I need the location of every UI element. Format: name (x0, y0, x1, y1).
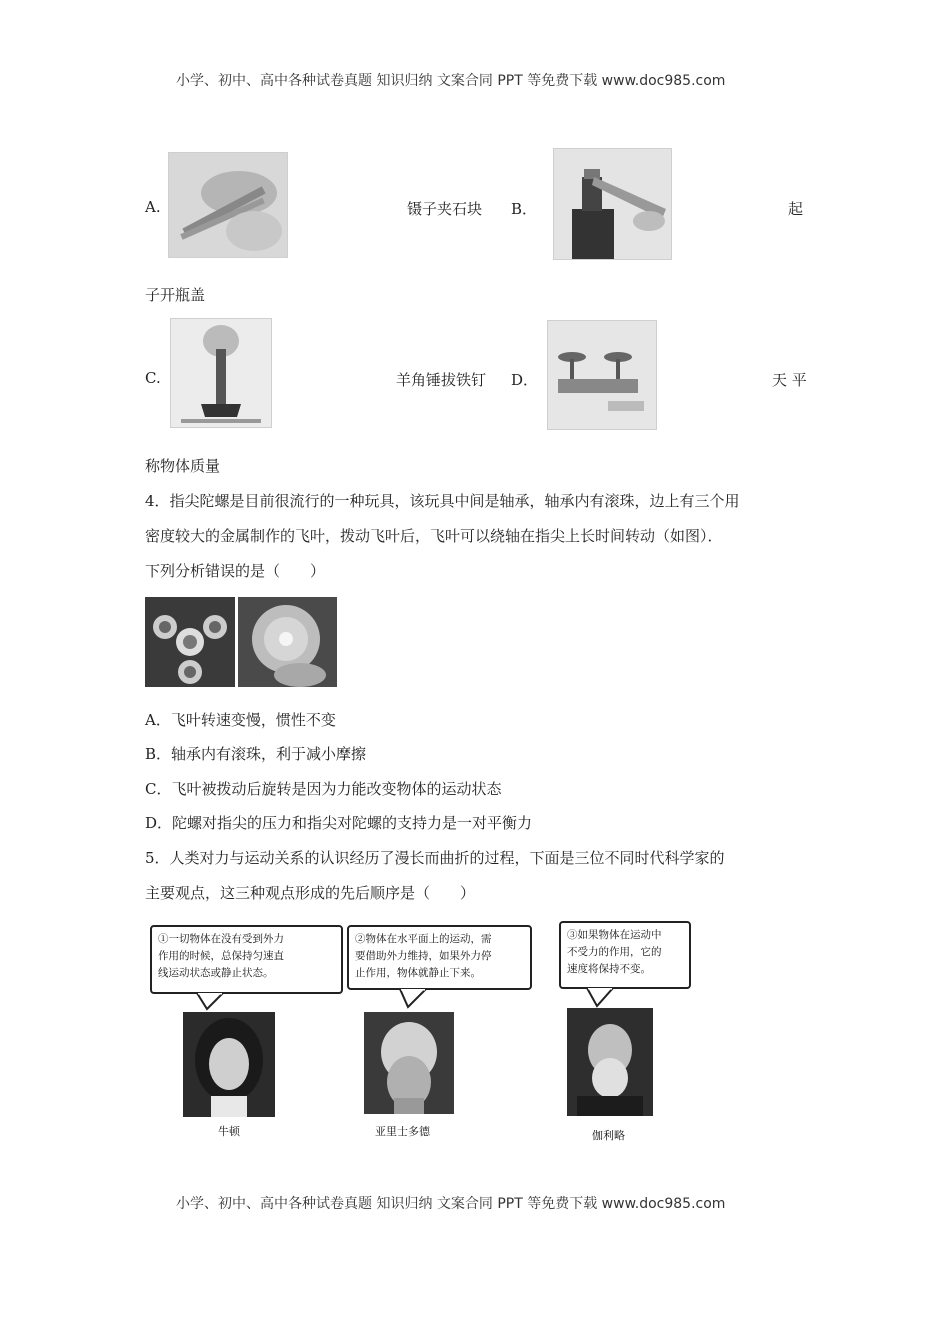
option-d-letter: D． (511, 371, 539, 389)
claw-hammer-photo (170, 318, 272, 428)
option-b-label-wrap: 子开瓶盖 (145, 286, 206, 304)
q4-stem-line-1: 4．指尖陀螺是目前很流行的一种玩具，该玩具中间是轴承，轴承内有滚珠，边上有三个用 (145, 492, 740, 510)
newton-portrait (183, 1012, 275, 1117)
newton-quote-3: 线运动状态或静止状态。 (158, 967, 274, 979)
aristotle-bubble-tail (398, 989, 428, 1009)
q4-option-b: B．轴承内有滚珠，利于减小摩擦 (145, 745, 367, 763)
galileo-speech-bubble (559, 921, 691, 989)
aristotle-portrait (364, 1012, 454, 1114)
galileo-bubble-tail (585, 988, 615, 1008)
aristotle-quote-2: 要借助外力维持，如果外力停 (355, 950, 492, 962)
aristotle-portrait-image (364, 1012, 454, 1114)
galileo-quote-1: ③如果物体在运动中 (567, 929, 662, 941)
aristotle-name: 亚里士多德 (375, 1125, 430, 1138)
option-a-letter: A. (145, 198, 161, 216)
tweezers-image (169, 153, 287, 257)
q4-stem-line-2: 密度较大的金属制作的飞叶，拨动飞叶后，飞叶可以绕轴在指尖上长时间转动（如图）． (145, 527, 723, 545)
newton-bubble-tail (195, 993, 225, 1011)
bottle-opener-photo (553, 148, 672, 260)
q5-stem-line-1: 5．人类对力与运动关系的认识经历了漫长而曲折的过程，下面是三位不同时代科学家的 (145, 849, 725, 867)
aristotle-quote-1: ②物体在水平面上的运动，需 (355, 933, 492, 945)
newton-portrait-image (183, 1012, 275, 1117)
claw-hammer-image (171, 319, 271, 427)
q5-stem-line-2: 主要观点，这三种观点形成的先后顺序是（ ） (145, 884, 476, 902)
option-c-letter: C. (145, 369, 161, 387)
tweezers-photo (168, 152, 288, 258)
q4-option-c: C．飞叶被拨动后旋转是因为力能改变物体的运动状态 (145, 780, 502, 798)
q4-option-a: A．飞叶转速变慢，惯性不变 (145, 711, 336, 729)
spinning-spinner-photo (238, 597, 337, 687)
q4-option-d: D．陀螺对指尖的压力和指尖对陀螺的支持力是一对平衡力 (145, 814, 533, 832)
newton-quote-1: ①一切物体在没有受到外力 (158, 933, 284, 945)
galileo-quote-2: 不受力的作用，它的 (567, 946, 662, 958)
galileo-portrait-image (567, 1008, 653, 1116)
newton-name: 牛顿 (218, 1125, 240, 1138)
bottle-opener-image (554, 149, 671, 259)
balance-scale-image (548, 321, 656, 429)
newton-speech-bubble (150, 925, 343, 994)
option-b-letter: B． (511, 200, 538, 218)
aristotle-quote-3: 止作用，物体就静止下来。 (355, 967, 481, 979)
option-c-label: 羊角锤拔铁钉 (396, 371, 487, 389)
newton-quote-2: 作用的时候，总保持匀速直 (158, 950, 284, 962)
q4-stem-line-3: 下列分析错误的是（ ） (145, 562, 326, 580)
page-header: 小学、初中、高中各种试卷真题 知识归纳 文案合同 PPT 等免费下载 www.doc985.com (176, 73, 726, 89)
balance-scale-photo (547, 320, 657, 430)
galileo-quote-3: 速度将保持不变。 (567, 963, 651, 975)
option-d-label-tail: 天 平 (772, 371, 807, 389)
galileo-portrait (567, 1008, 653, 1116)
page-footer: 小学、初中、高中各种试卷真题 知识归纳 文案合同 PPT 等免费下载 www.doc985.com (176, 1196, 726, 1212)
galileo-name: 伽利略 (592, 1129, 625, 1142)
option-d-label-wrap: 称物体质量 (145, 457, 221, 475)
option-b-label-tail: 起 (788, 200, 804, 218)
aristotle-speech-bubble (347, 925, 532, 990)
fidget-spinner-photo (145, 597, 235, 687)
spinning-spinner-image (238, 597, 337, 687)
option-a-label: 镊子夹石块 (407, 200, 483, 218)
fidget-spinner-image (145, 597, 235, 687)
